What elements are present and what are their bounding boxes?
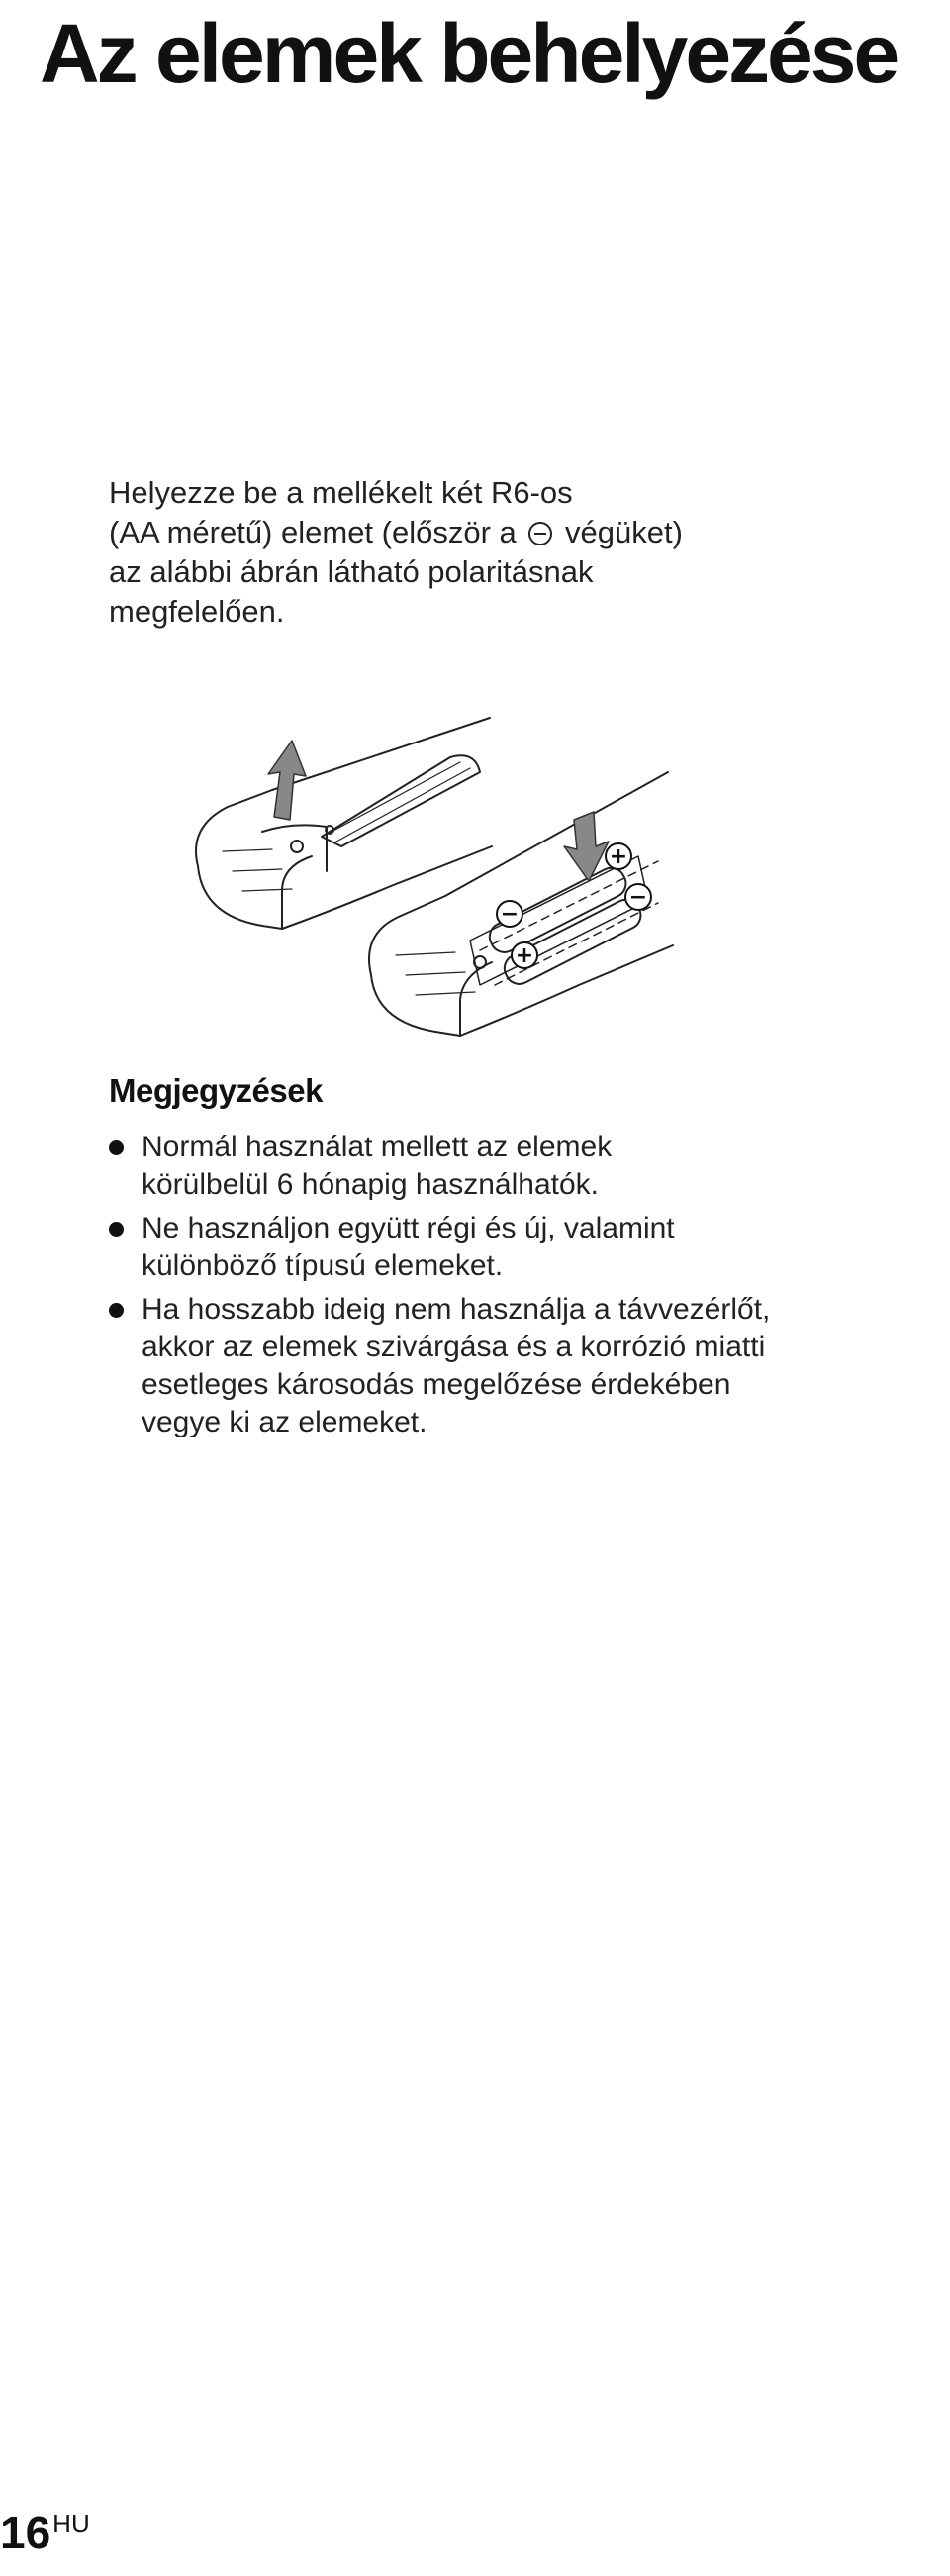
- intro-line-2-start: (AA méretű) elemet (először a: [109, 515, 517, 549]
- note-3-line-1: Ha hosszabb ideig nem használja a távvezérlőt,: [142, 1293, 771, 1326]
- page-title: Az elemek behelyezése: [40, 7, 898, 100]
- note-3-line-3: esetleges károsodás megelőzése érdekében: [142, 1368, 731, 1401]
- bullet-icon: [109, 1140, 124, 1155]
- page-number-value: 16: [0, 2507, 51, 2558]
- note-3-line-4: vegye ki az elemeket.: [142, 1406, 428, 1438]
- note-1-line-1: Normál használat mellett az elemek: [142, 1131, 613, 1163]
- minus-polarity-icon: [528, 522, 552, 545]
- note-3-line-2: akkor az elemek szivárgása és a korrózió miatti: [142, 1331, 766, 1363]
- remote-battery-cover-open-icon: [196, 718, 492, 929]
- intro-line-1: Helyezze be a mellékelt két R6-os: [109, 475, 573, 510]
- list-item: [109, 1210, 910, 1285]
- polarity-mark-3: −: [628, 885, 648, 910]
- list-item: [109, 1129, 910, 1204]
- page-number: [0, 2507, 90, 2558]
- polarity-mark-1: +: [609, 844, 628, 869]
- battery-insertion-illustration: [183, 703, 797, 1049]
- note-2-line-1: Ne használjon együtt régi és új, valamint: [142, 1212, 675, 1244]
- note-1-line-2: körülbelül 6 hónapig használhatók.: [142, 1168, 599, 1201]
- notes-heading: Megjegyzések: [109, 1072, 323, 1109]
- page-language-code: HU: [52, 2509, 90, 2538]
- intro-paragraph: [109, 473, 891, 632]
- intro-line-2: [109, 513, 891, 552]
- bullet-icon: [109, 1222, 124, 1237]
- notes-list: [109, 1129, 910, 1447]
- polarity-mark-2: −: [500, 902, 520, 927]
- intro-line-3: az alábbi ábrán látható polaritásnak: [109, 554, 594, 589]
- intro-line-2-end: végüket): [565, 515, 683, 549]
- polarity-mark-4: +: [515, 943, 534, 968]
- list-item: [109, 1291, 910, 1441]
- bullet-icon: [109, 1303, 124, 1318]
- note-2-line-2: különböző típusú elemeket.: [142, 1249, 504, 1282]
- intro-line-4: megfelelően.: [109, 594, 285, 629]
